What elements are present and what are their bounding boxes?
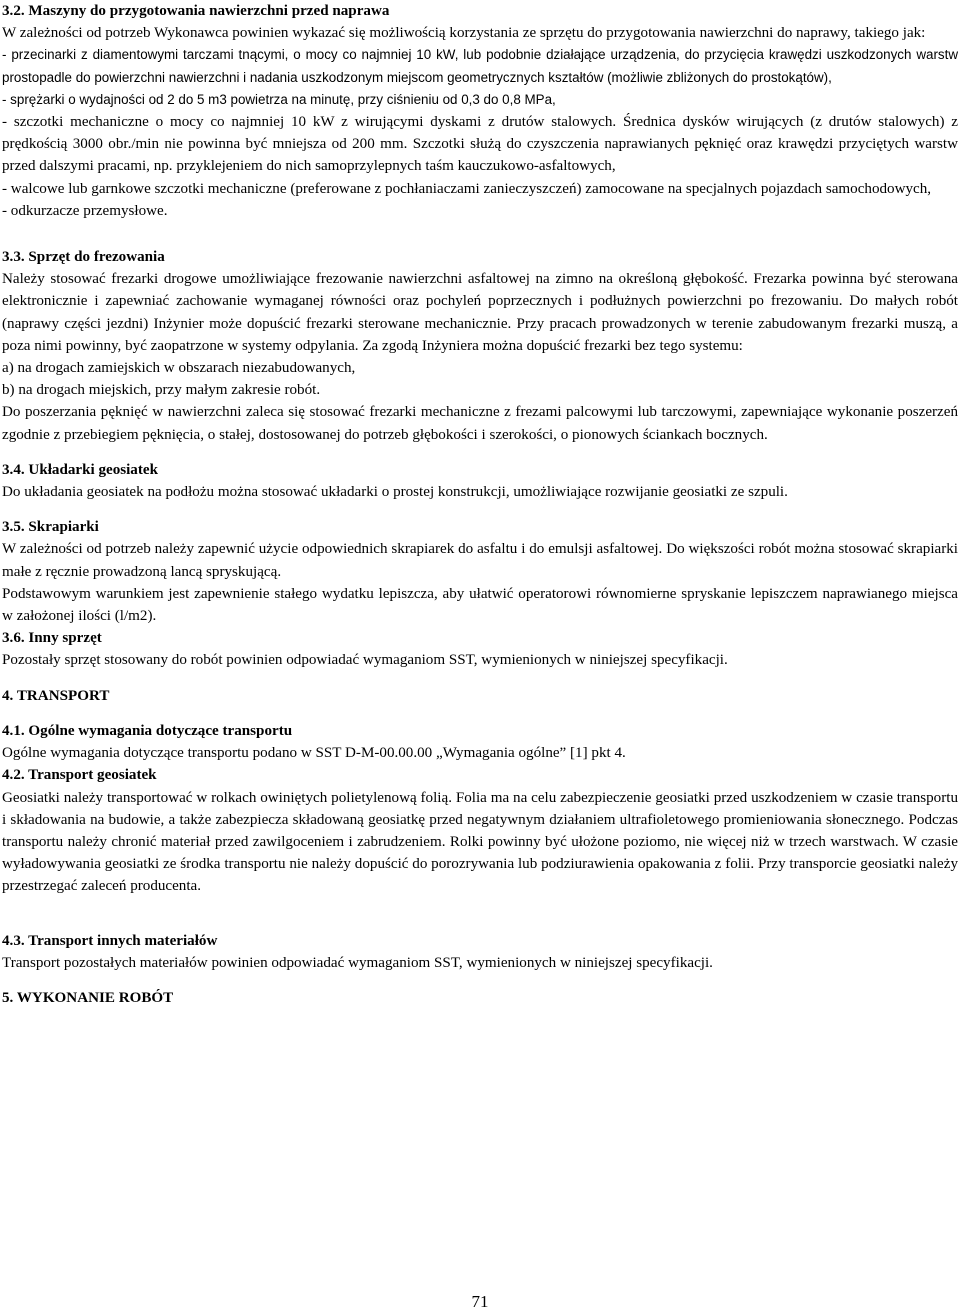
list-item: - odkurzacze przemysłowe. [2,202,168,219]
section-5-heading: 5. WYKONANIE ROBÓT [2,989,174,1006]
section-3-2-intro: W zależności od potrzeb Wykonawca powinien wykazać się możliwością korzystania ze sprzętu do przygotowania nawierzchni do naprawy, takiego jak: [2,25,926,42]
section-4-1-paragraph: Ogólne wymagania dotyczące transportu podano w SST D-M-00.00.00 „Wymagania ogólne” [1] pkt 4. [2,745,626,762]
section-3-5-paragraph: W zależności od potrzeb należy zapewnić użycie odpowiednich skrapiarek do asfaltu i do emulsji asfaltowej. Do większości robót można stosować skrapiarki małe z ręcznie prowadzoną lancą spryskującą. [2,541,958,580]
section-4-1-heading: 4.1. Ogólne wymagania dotyczące transportu [2,722,293,739]
section-4-3-heading: 4.3. Transport innych materiałów [2,932,218,949]
section-3-3-heading: 3.3. Sprzęt do frezowania [2,249,165,266]
section-3-6-paragraph: Pozostały sprzęt stosowany do robót powinien odpowiadać wymaganiom SST, wymienionych w niniejszej specyfikacji. [2,652,728,669]
section-3-3-paragraph: Do poszerzania pęknięć w nawierzchni zaleca się stosować frezarki mechaniczne z frezami palcowymi lub tarczowymi, zapewniające wykonanie poszerzeń zgodnie z przebiegiem pęknięcia, o stałej, dostosowanej do potrzeb głębokości i szerokości, o pionowych ściankach bocznych. [2,404,958,443]
section-3-4-paragraph: Do układania geosiatek na podłożu można stosować układarki o prostej konstrukcji, umożliwiające rozwijanie geosiatki ze szpuli. [2,484,788,501]
section-3-5-heading: 3.5. Skrapiarki [2,519,99,536]
section-3-6-heading: 3.6. Inny sprzęt [2,630,102,647]
document-page [2,0,958,1009]
section-4-2-paragraph: Geosiatki należy transportować w rolkach owiniętych polietylenową folią. Folia ma na celu zabezpieczenie geosiatki przed uszkodzeniem w czasie transportu i składowania na budowie, a także zabezpiecza składowaną geosiatkę przed negatywnym działaniem ultrafioletowego promieniowania słonecznego. Podczas transportu należy chronić materiał przed zawilgoceniem i zabrudzeniem. Rolki powinny być ułożone poziomo, nie więcej niż w trzech warstwach. W czasie wyładowywania geosiatki ze środka transportu nie należy dopuścić do porozrywania lub podziurawienia opakowania z folii. Przy transporcie geosiatki należy przestrzegać zaleceń producenta. [2,789,958,895]
section-4-2-heading: 4.2. Transport geosiatek [2,767,157,784]
section-4-3-paragraph: Transport pozostałych materiałów powinien odpowiadać wymaganiom SST, wymienionych w niniejszej specyfikacji. [2,954,713,971]
list-item: - walcowe lub garnkowe szczotki mechaniczne (preferowane z pochłaniaczami zanieczyszczeń) zamocowane na specjalnych pojazdach samochodowych, [2,180,932,197]
list-item: b) na drogach miejskich, przy małym zakresie robót. [2,382,321,399]
section-3-5-paragraph: Podstawowym warunkiem jest zapewnienie stałego wydatku lepiszcza, aby ułatwić operatorowi równomierne spryskanie lepiszczem naprawianego miejsca w założonej ilości (l/m2). [2,585,958,625]
page-number: 71 [471,1292,489,1311]
list-item: - szczotki mechaniczne o mocy co najmniej 10 kW z wirującymi dyskami z drutów stalowych. Średnica dysków wirujących (z drutów stalowych) z prędkością 3000 obr./min nie powinna być mniejsza od 200 mm. Szczotki służą do czyszczenia naprawianych pęknięć oraz krawędzi przyciętych warstw przed dalszymi pracami, np. przyklejeniem do nich samoprzylepnych taśm kauczukowo-asfaltowych, [2,114,958,175]
section-3-2-heading: 3.2. Maszyny do przygotowania nawierzchni przed naprawa [2,3,390,19]
list-item: - sprężarki o wydajności od 2 do 5 m3 powietrza na minutę, przy ciśnieniu od 0,3 do 0,8 MPa, [2,91,556,107]
section-4-heading: 4. TRANSPORT [2,687,110,704]
section-3-3-paragraph: Należy stosować frezarki drogowe umożliwiające frezowanie nawierzchni asfaltowej na zimno na określoną głębokość. Frezarka powinna być sterowana elektronicznie i zapewniać zachowanie wymaganej równości oraz pochyleń poprzecznych i podłużnych powierzchni po frezowaniu. Do małych robót (naprawy części jezdni) Inżynier może dopuścić frezarki sterowane mechanicznie. Przy pracach prowadzonych w terenie zabudowanym frezarki muszą, a poza nimi powinny, być zaopatrzone w systemy odpylania. Za zgodą Inżyniera można dopuścić frezarki bez tego systemu: [2,271,958,354]
section-3-4-heading: 3.4. Układarki geosiatek [2,461,158,478]
list-item: - przecinarki z diamentowymi tarczami tnącymi, o mocy co najmniej 10 kW, lub podobnie działające urządzenia, do przycięcia krawędzi uszkodzonych warstw prostopadle do powierzchni nawierzchni i nadania uszkodzonym miejscom geometrycznych kształtów (możliwie zbliżonych do prostokątów), [2,47,958,85]
list-item: a) na drogach zamiejskich w obszarach niezabudowanych, [2,360,356,377]
